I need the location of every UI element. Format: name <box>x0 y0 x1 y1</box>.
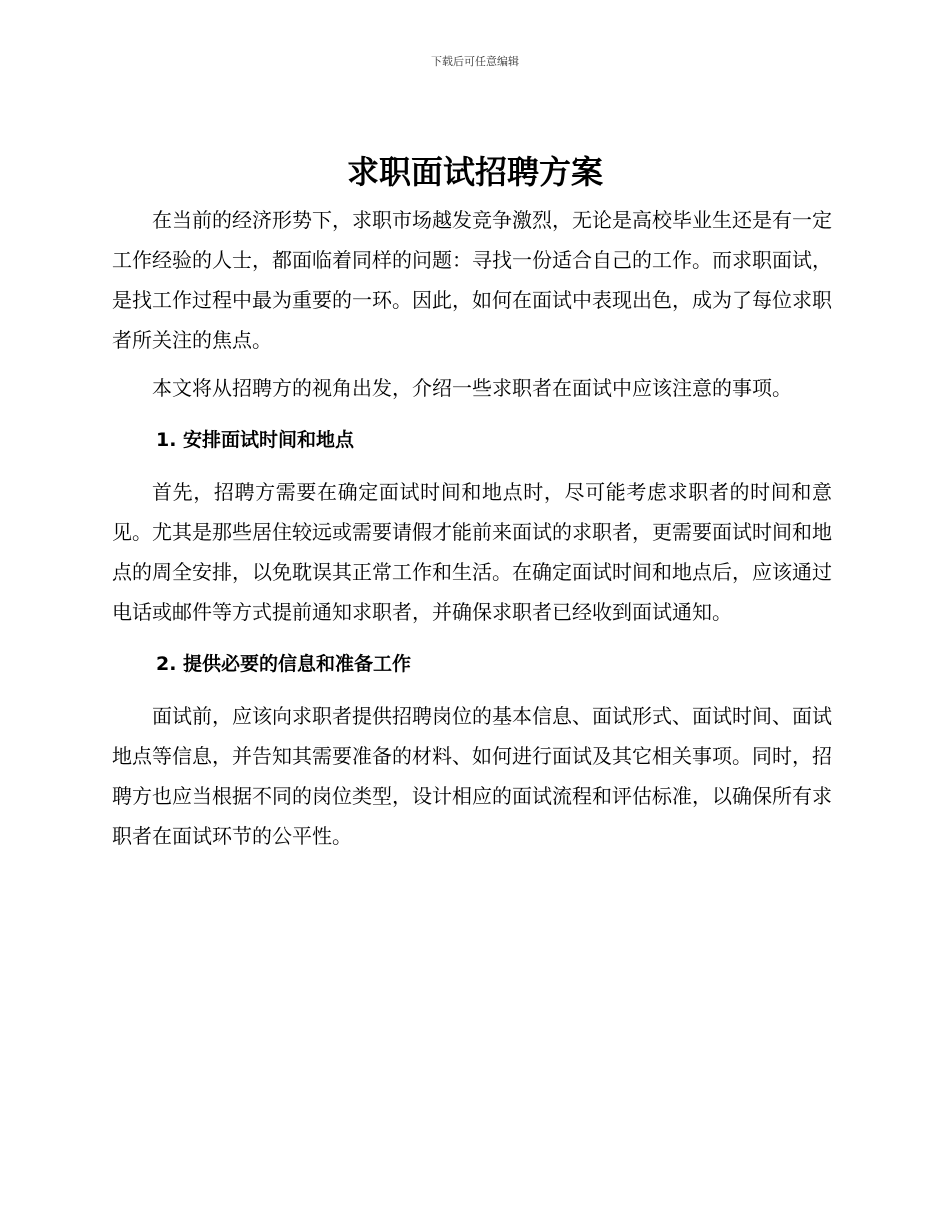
section-heading-1: 1. 安排面试时间和地点 <box>156 429 355 451</box>
section-heading-2: 2. 提供必要的信息和准备工作 <box>156 653 412 675</box>
document-title: 求职面试招聘方案 <box>346 153 603 191</box>
header-note: 下载后可任意编辑 <box>431 55 519 68</box>
intro-paragraph-1: 在当前的经济形势下，求职市场越发竞争激烈，无论是高校毕业生还是有一定工作经验的人士，都面临着同样的问题：寻找一份适合自己的工作。而求职面试，是找工作过程中最为重要的一环。因此，如何在面试中表现出色，成为了每位求职者所关注的焦点。 <box>112 208 832 352</box>
section-paragraph-2: 面试前，应该向求职者提供招聘岗位的基本信息、面试形式、面试时间、面试地点等信息，并告知其需要准备的材料、如何进行面试及其它相关事项。同时，招聘方也应当根据不同的岗位类型，设计相应的面试流程和评估标准，以确保所有求职者在面试环节的公平性。 <box>112 704 832 848</box>
section-paragraph-1: 首先，招聘方需要在确定面试时间和地点时，尽可能考虑求职者的时间和意见。尤其是那些居住较远或需要请假才能前来面试的求职者，更需要面试时间和地点的周全安排，以免耽误其正常工作和生活。在确定面试时间和地点后，应该通过电话或邮件等方式提前通知求职者，并确保求职者已经收到面试通知。 <box>112 480 832 624</box>
document-body <box>112 200 832 864</box>
intro-paragraph-2: 本文将从招聘方的视角出发，介绍一些求职者在面试中应该注意的事项。 <box>152 376 792 400</box>
